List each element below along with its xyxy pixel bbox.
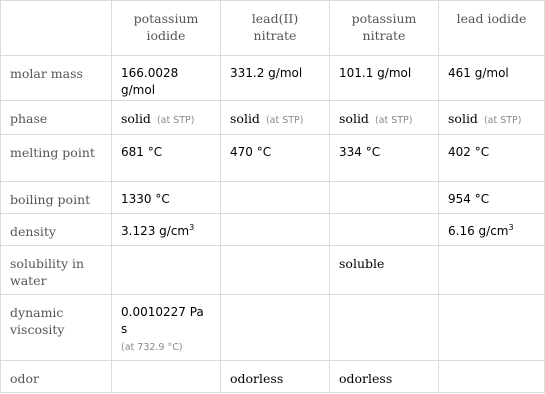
cell-value xyxy=(221,182,330,214)
row-solubility xyxy=(1,246,545,295)
column-header-potassium-iodide: potassium iodide xyxy=(112,1,221,56)
cell-value: 402 °C xyxy=(439,135,545,182)
cell-value: 681 °C xyxy=(112,135,221,182)
cell-value: 954 °C xyxy=(439,182,545,214)
row-label: melting point xyxy=(1,135,112,182)
condition-note: (at STP) xyxy=(483,115,522,126)
row-label: density xyxy=(1,214,112,246)
row-label: boiling point xyxy=(1,182,112,214)
density-value: 3.123 g/cm xyxy=(121,224,190,238)
cell-value xyxy=(439,295,545,361)
cell-value xyxy=(330,101,439,135)
cell-value xyxy=(112,295,221,361)
condition-note: (at STP) xyxy=(265,115,304,126)
cell-value xyxy=(221,246,330,295)
cell-value xyxy=(112,361,221,393)
cell-value xyxy=(112,214,221,246)
unit-exponent: 3 xyxy=(508,223,514,232)
cell-value: 334 °C xyxy=(330,135,439,182)
row-label: solubility in water xyxy=(1,246,112,295)
row-melting-point xyxy=(1,135,545,182)
row-label: dynamic viscosity xyxy=(1,295,112,361)
cell-value xyxy=(330,182,439,214)
phase-value: solid xyxy=(448,111,478,126)
cell-value: 1330 °C xyxy=(112,182,221,214)
phase-value: solid xyxy=(230,111,260,126)
cell-value: odorless xyxy=(221,361,330,393)
column-header-potassium-nitrate: potassium nitrate xyxy=(330,1,439,56)
density-value: 6.16 g/cm xyxy=(448,224,509,238)
condition-note: (at STP) xyxy=(374,115,413,126)
row-label: phase xyxy=(1,101,112,135)
row-label: molar mass xyxy=(1,56,112,101)
cell-value: 101.1 g/mol xyxy=(330,56,439,101)
phase-value: solid xyxy=(339,111,369,126)
cell-value xyxy=(439,246,545,295)
row-boiling-point xyxy=(1,182,545,214)
viscosity-value: 0.0010227 Pa s xyxy=(121,305,204,336)
row-phase xyxy=(1,101,545,135)
cell-value xyxy=(330,214,439,246)
corner-cell xyxy=(1,1,112,56)
column-header-lead-nitrate: lead(II) nitrate xyxy=(221,1,330,56)
cell-value xyxy=(439,361,545,393)
cell-value xyxy=(221,101,330,135)
cell-value xyxy=(221,295,330,361)
cell-value: soluble xyxy=(330,246,439,295)
cell-value xyxy=(112,246,221,295)
unit-exponent: 3 xyxy=(189,223,195,232)
row-density xyxy=(1,214,545,246)
condition-note: (at STP) xyxy=(156,115,195,126)
cell-value xyxy=(112,101,221,135)
cell-value xyxy=(439,214,545,246)
cell-value xyxy=(439,101,545,135)
cell-value: 331.2 g/mol xyxy=(221,56,330,101)
row-odor xyxy=(1,361,545,393)
header-row xyxy=(1,1,545,56)
cell-value xyxy=(330,295,439,361)
row-molar-mass xyxy=(1,56,545,101)
cell-value: 166.0028 g/mol xyxy=(112,56,221,101)
column-header-lead-iodide: lead iodide xyxy=(439,1,545,56)
cell-value: 461 g/mol xyxy=(439,56,545,101)
phase-value: solid xyxy=(121,111,151,126)
cell-value: odorless xyxy=(330,361,439,393)
row-label: odor xyxy=(1,361,112,393)
cell-value: 470 °C xyxy=(221,135,330,182)
row-viscosity xyxy=(1,295,545,361)
condition-note: (at 732.9 °C) xyxy=(121,342,183,353)
cell-value xyxy=(221,214,330,246)
